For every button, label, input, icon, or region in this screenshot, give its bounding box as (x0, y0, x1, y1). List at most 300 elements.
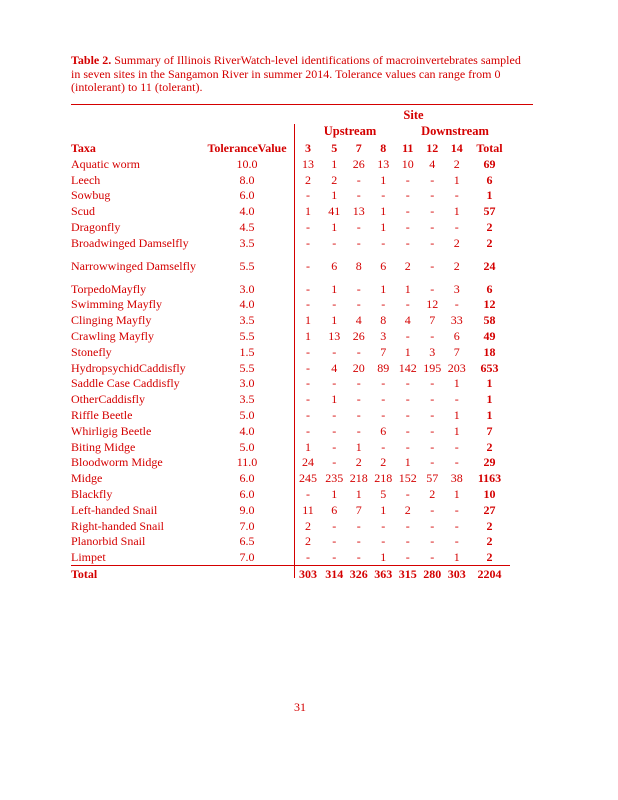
site-count-cell: - (356, 376, 361, 391)
row-total-cell: 1 (486, 408, 493, 423)
tolerance-cell: 5.0 (239, 408, 255, 423)
site-count-cell: 26 (352, 156, 365, 171)
site-col-header: 7 (355, 141, 362, 155)
row-total-cell: 2 (486, 518, 493, 533)
site-count-cell: - (356, 188, 361, 203)
tolerance-cell: 7.0 (239, 550, 255, 565)
site-count-cell: - (332, 235, 337, 250)
site-count-cell: 8 (355, 258, 362, 273)
site-count-cell: 152 (398, 471, 417, 486)
table-row (71, 156, 510, 172)
tolerance-cell: 3.5 (239, 235, 255, 250)
site-count-cell: 6 (380, 258, 387, 273)
tolerance-cell: 5.5 (239, 329, 255, 344)
site-count-cell: - (430, 550, 435, 565)
site-count-cell: - (356, 534, 361, 549)
row-total-cell: 24 (483, 258, 496, 273)
tolerance-cell: 3.0 (239, 281, 255, 296)
row-total-cell: 1 (486, 188, 493, 203)
row-total-cell: 2 (486, 550, 493, 565)
total-header: Total (476, 141, 503, 155)
site-count-cell: 7 (380, 344, 387, 359)
totals-label: Total (71, 566, 200, 583)
macroinvertebrate-table (71, 140, 510, 582)
row-total-cell: 2 (486, 235, 493, 250)
site-count-cell: - (381, 376, 386, 391)
site-count-cell: 6 (453, 329, 460, 344)
table-row (71, 391, 510, 407)
site-count-cell: - (430, 502, 435, 517)
site-col-header: 8 (380, 141, 387, 155)
site-count-cell: - (430, 392, 435, 407)
site-count-cell: 1 (453, 376, 460, 391)
site-count-cell: - (306, 408, 310, 423)
site-col-header: 12 (426, 141, 439, 155)
site-count-cell: - (430, 439, 435, 454)
table-row (71, 549, 510, 565)
site-count-cell: - (454, 534, 459, 549)
site-count-cell: 6 (380, 423, 387, 438)
site-count-cell: 8 (380, 313, 387, 328)
site-count-cell: - (405, 204, 410, 219)
taxa-cell: Swimming Mayfly (71, 297, 163, 312)
row-total-cell: 653 (480, 360, 499, 375)
site-count-cell: 13 (377, 156, 390, 171)
site-count-cell: - (306, 188, 310, 203)
site-count-cell: - (405, 408, 410, 423)
taxa-cell: Bloodworm Midge (71, 455, 163, 470)
site-count-cell: - (430, 534, 435, 549)
row-total-cell: 29 (483, 455, 496, 470)
taxa-cell: Scud (71, 204, 95, 219)
totals-cell: 314 (322, 566, 347, 583)
site-count-cell: 2 (331, 172, 338, 187)
site-count-cell: - (405, 220, 410, 235)
site-count-cell: 218 (349, 471, 368, 486)
site-count-cell: 1 (453, 487, 460, 502)
table-row (71, 251, 510, 281)
site-count-cell: 2 (453, 235, 460, 250)
site-count-cell: - (430, 423, 435, 438)
site-count-cell: 1 (331, 487, 338, 502)
table-row (71, 344, 510, 360)
site-count-cell: - (430, 204, 435, 219)
site-count-cell: 2 (453, 156, 460, 171)
table-row (71, 297, 510, 313)
site-count-cell: - (405, 329, 410, 344)
site-count-cell: 6 (331, 258, 338, 273)
site-count-cell: 1 (453, 204, 460, 219)
site-count-cell: - (381, 188, 386, 203)
taxa-cell: HydropsychidCaddisfly (71, 360, 186, 375)
site-count-cell: - (356, 344, 361, 359)
taxa-cell: Clinging Mayfly (71, 313, 152, 328)
site-count-cell: - (430, 408, 435, 423)
site-count-cell: 1 (331, 220, 338, 235)
tolerance-cell: 5.5 (239, 360, 255, 375)
site-count-cell: - (454, 297, 459, 312)
taxa-cell: OtherCaddisfly (71, 392, 145, 407)
site-count-cell: - (306, 487, 310, 502)
taxa-cell: Dragonfly (71, 220, 121, 235)
row-total-cell: 6 (486, 172, 493, 187)
site-count-cell: 4 (404, 313, 411, 328)
taxa-cell: Right-handed Snail (71, 518, 164, 533)
site-count-cell: 1 (380, 220, 387, 235)
site-count-cell: - (430, 518, 435, 533)
site-count-cell: - (381, 534, 386, 549)
site-count-cell: 7 (429, 313, 436, 328)
site-count-cell: - (454, 502, 459, 517)
site-count-cell: - (381, 392, 386, 407)
table-row (71, 407, 510, 423)
table-row (71, 502, 510, 518)
taxa-cell: Stonefly (71, 344, 112, 359)
site-count-cell: 1 (355, 487, 362, 502)
totals-cell: 326 (347, 566, 372, 583)
taxa-cell: Midge (71, 471, 103, 486)
caption-label: Table 2. (71, 53, 112, 67)
table-row (71, 281, 510, 297)
site-count-cell: - (405, 392, 410, 407)
site-count-cell: - (332, 423, 337, 438)
tolerance-cell: 6.5 (239, 534, 255, 549)
row-total-cell: 7 (486, 423, 493, 438)
site-count-cell: 235 (325, 471, 344, 486)
site-count-cell: 13 (302, 156, 314, 171)
tolerance-cell: 3.5 (239, 313, 255, 328)
tolerance-cell: 6.0 (239, 487, 255, 502)
site-count-cell: - (430, 188, 435, 203)
downstream-header: Downstream (421, 124, 489, 138)
site-count-cell: - (356, 550, 361, 565)
site-count-cell: - (405, 423, 410, 438)
site-count-cell: - (332, 455, 337, 470)
site-count-cell: 1 (305, 204, 311, 219)
site-count-cell: 2 (355, 455, 362, 470)
site-count-cell: 3 (380, 329, 387, 344)
site-count-cell: - (306, 220, 310, 235)
table-row (71, 470, 510, 486)
taxa-cell: Limpet (71, 550, 106, 565)
site-count-cell: - (332, 550, 337, 565)
site-count-cell: 20 (352, 360, 365, 375)
row-total-cell: 2 (486, 534, 493, 549)
site-count-cell: 1 (453, 408, 460, 423)
totals-cell: 280 (420, 566, 445, 583)
site-count-cell: - (356, 220, 361, 235)
totals-cell: 315 (396, 566, 421, 583)
site-count-cell: - (430, 281, 435, 296)
table-row (71, 486, 510, 502)
row-total-cell: 1 (486, 376, 493, 391)
site-count-cell: - (430, 376, 435, 391)
site-count-cell: - (430, 220, 435, 235)
site-count-cell: - (454, 392, 459, 407)
site-count-cell: 1 (453, 550, 460, 565)
tolerance-cell: 4.0 (239, 204, 255, 219)
site-count-cell: 10 (401, 156, 414, 171)
site-count-cell: - (430, 172, 435, 187)
site-count-cell: - (306, 550, 310, 565)
header-row (71, 140, 510, 156)
site-count-cell: 1 (453, 172, 460, 187)
tolerance-cell: 4.5 (239, 220, 255, 235)
site-count-cell: 24 (302, 455, 314, 470)
taxa-cell: Aquatic worm (71, 156, 140, 171)
top-rule (71, 104, 533, 105)
row-total-cell: 1163 (477, 471, 502, 486)
tolerance-cell: 11.0 (236, 455, 258, 470)
row-total-cell: 18 (483, 344, 496, 359)
site-count-cell: 1 (404, 344, 411, 359)
totals-row (71, 566, 510, 583)
site-count-cell: 2 (305, 172, 311, 187)
tolerance-cell: 3.0 (239, 376, 255, 391)
site-count-cell: - (405, 188, 410, 203)
table-row (71, 518, 510, 534)
grand-total: 2204 (469, 566, 510, 583)
table-row (71, 172, 510, 188)
table-row (71, 360, 510, 376)
tolerance-cell: 10.0 (236, 156, 258, 171)
totals-cell: 363 (371, 566, 396, 583)
site-count-cell: 2 (429, 487, 436, 502)
site-count-cell: 203 (447, 360, 466, 375)
taxa-cell: Biting Midge (71, 439, 136, 454)
site-count-cell: 4 (331, 360, 338, 375)
caption-text: Summary of Illinois RiverWatch-level identifications of macroinvertebrates sampled in seven sites in the Sangamon River in summer 2014. Tolerance values can range from 0 (intolerant) to 11 (tolerant). (71, 53, 521, 94)
row-total-cell: 6 (486, 281, 493, 296)
site-count-cell: 41 (328, 204, 341, 219)
taxa-header: Taxa (71, 141, 96, 155)
site-count-cell: - (381, 518, 386, 533)
table-row (71, 376, 510, 392)
site-count-cell: - (356, 235, 361, 250)
table-row (71, 534, 510, 550)
site-count-cell: 3 (429, 344, 436, 359)
site-col-header: 11 (402, 141, 414, 155)
site-count-cell: - (381, 235, 386, 250)
tolerance-cell: 5.0 (239, 439, 255, 454)
upstream-header: Upstream (323, 124, 377, 138)
site-count-cell: 245 (299, 471, 317, 486)
tolerance-header: ToleranceValue (207, 141, 287, 155)
taxa-cell: Planorbid Snail (71, 534, 146, 549)
site-count-cell: 13 (352, 204, 365, 219)
site-count-cell: - (332, 408, 337, 423)
site-count-cell: 4 (355, 313, 362, 328)
site-count-cell: 7 (355, 502, 362, 517)
site-count-cell: 195 (423, 360, 442, 375)
site-count-cell: - (454, 220, 459, 235)
site-count-cell: 2 (453, 258, 460, 273)
site-count-cell: - (405, 487, 410, 502)
site-count-cell: 33 (450, 313, 463, 328)
table-row (71, 312, 510, 328)
site-count-cell: - (430, 258, 435, 273)
site-col-header: 14 (450, 141, 463, 155)
tolerance-cell: 5.5 (239, 258, 255, 273)
row-total-cell: 1 (486, 392, 493, 407)
site-count-cell: 2 (305, 518, 311, 533)
site-count-cell: 1 (305, 439, 311, 454)
row-total-cell: 58 (483, 313, 496, 328)
site-count-cell: 1 (404, 455, 411, 470)
site-count-cell: - (454, 455, 459, 470)
totals-cell: 303 (294, 566, 322, 583)
taxa-cell: Riffle Beetle (71, 408, 133, 423)
table-caption (71, 54, 531, 95)
taxa-cell: Left-handed Snail (71, 502, 158, 517)
table-row (71, 328, 510, 344)
totals-cell: 303 (445, 566, 470, 583)
site-count-cell: 5 (380, 487, 387, 502)
site-count-cell: - (332, 344, 337, 359)
row-total-cell: 57 (483, 204, 496, 219)
taxa-cell: Leech (71, 172, 101, 187)
taxa-cell: Blackfly (71, 487, 113, 502)
taxa-cell: Saddle Case Caddisfly (71, 376, 180, 391)
site-count-cell: 89 (377, 360, 390, 375)
site-count-cell: - (405, 235, 410, 250)
table-row (71, 235, 510, 251)
site-col-header: 5 (331, 141, 338, 155)
site-count-cell: - (356, 172, 361, 187)
site-count-cell: 1 (404, 281, 411, 296)
site-count-cell: - (405, 439, 410, 454)
site-count-cell: 1 (380, 204, 387, 219)
site-count-cell: 1 (331, 392, 338, 407)
site-count-cell: - (356, 392, 361, 407)
table-row (71, 439, 510, 455)
site-col-header: 3 (305, 141, 311, 155)
row-total-cell: 2 (486, 439, 493, 454)
site-count-cell: - (454, 188, 459, 203)
site-count-cell: - (381, 439, 386, 454)
site-count-cell: - (381, 297, 386, 312)
site-count-cell: - (332, 518, 337, 533)
site-count-cell: - (306, 376, 310, 391)
site-count-cell: - (356, 518, 361, 533)
site-count-cell: - (405, 518, 410, 533)
site-count-cell: 1 (331, 281, 338, 296)
site-count-cell: 26 (352, 329, 365, 344)
site-count-cell: - (306, 258, 310, 273)
site-count-cell: - (430, 235, 435, 250)
site-count-cell: - (454, 439, 459, 454)
row-total-cell: 27 (483, 502, 496, 517)
site-count-cell: 1 (380, 502, 387, 517)
tolerance-cell: 7.0 (239, 518, 255, 533)
site-count-cell: - (405, 550, 410, 565)
site-count-cell: - (332, 297, 337, 312)
site-count-cell: 1 (305, 313, 311, 328)
site-count-cell: - (332, 376, 337, 391)
site-count-cell: - (430, 455, 435, 470)
site-count-cell: - (356, 281, 361, 296)
site-count-cell: 13 (328, 329, 341, 344)
site-count-cell: 1 (380, 281, 387, 296)
site-count-cell: 1 (331, 313, 338, 328)
site-count-cell: 1 (453, 423, 460, 438)
site-count-cell: - (356, 408, 361, 423)
tolerance-cell: 4.0 (239, 423, 255, 438)
site-count-cell: 1 (331, 156, 338, 171)
row-total-cell: 49 (483, 329, 496, 344)
totals-tolerance-cell (200, 566, 294, 583)
table-row (71, 203, 510, 219)
site-count-cell: 142 (398, 360, 417, 375)
site-header: Site (403, 108, 424, 122)
site-count-cell: 218 (374, 471, 393, 486)
site-count-cell: - (306, 344, 310, 359)
site-count-cell: 2 (380, 455, 387, 470)
site-count-cell: - (381, 408, 386, 423)
page-number: 31 (294, 700, 306, 714)
site-count-cell: - (405, 172, 410, 187)
site-count-cell: 1 (355, 439, 362, 454)
site-count-cell: 1 (380, 550, 387, 565)
site-count-cell: 1 (305, 329, 311, 344)
tolerance-cell: 9.0 (239, 502, 255, 517)
site-count-cell: 2 (404, 258, 411, 273)
site-count-cell: - (332, 534, 337, 549)
site-count-cell: 4 (429, 156, 436, 171)
row-total-cell: 2 (486, 220, 493, 235)
site-count-cell: - (306, 297, 310, 312)
table-row (71, 455, 510, 471)
site-count-cell: - (306, 235, 310, 250)
site-count-cell: 57 (426, 471, 439, 486)
taxa-cell: Crawling Mayfly (71, 329, 154, 344)
site-count-cell: 1 (380, 172, 387, 187)
tolerance-cell: 4.0 (239, 297, 255, 312)
site-count-cell: 2 (305, 534, 311, 549)
site-count-cell: 3 (453, 281, 460, 296)
site-count-cell: - (454, 518, 459, 533)
site-count-cell: 2 (404, 502, 411, 517)
site-count-cell: - (306, 392, 310, 407)
taxa-cell: Broadwinged Damselfly (71, 235, 189, 250)
site-count-cell: 12 (426, 297, 439, 312)
site-count-cell: - (306, 423, 310, 438)
table-row (71, 219, 510, 235)
site-count-cell: - (405, 297, 410, 312)
table-row (71, 188, 510, 204)
row-total-cell: 10 (483, 487, 496, 502)
taxa-cell: TorpedoMayfly (71, 281, 147, 296)
taxa-cell: Narrowwinged Damselfly (71, 258, 196, 273)
site-count-cell: - (306, 360, 310, 375)
site-count-cell: - (405, 376, 410, 391)
row-total-cell: 12 (483, 297, 496, 312)
tolerance-cell: 6.0 (239, 188, 255, 203)
site-count-cell: - (405, 534, 410, 549)
taxa-cell: Whirligig Beetle (71, 423, 152, 438)
site-count-cell: 11 (302, 502, 314, 517)
tolerance-cell: 3.5 (239, 392, 255, 407)
site-count-cell: - (356, 297, 361, 312)
site-count-cell: - (332, 439, 337, 454)
table-row (71, 423, 510, 439)
row-total-cell: 69 (483, 156, 496, 171)
site-count-cell: 7 (453, 344, 460, 359)
site-count-cell: - (430, 329, 435, 344)
site-count-cell: - (356, 423, 361, 438)
site-count-cell: 38 (450, 471, 463, 486)
tolerance-cell: 8.0 (239, 172, 255, 187)
